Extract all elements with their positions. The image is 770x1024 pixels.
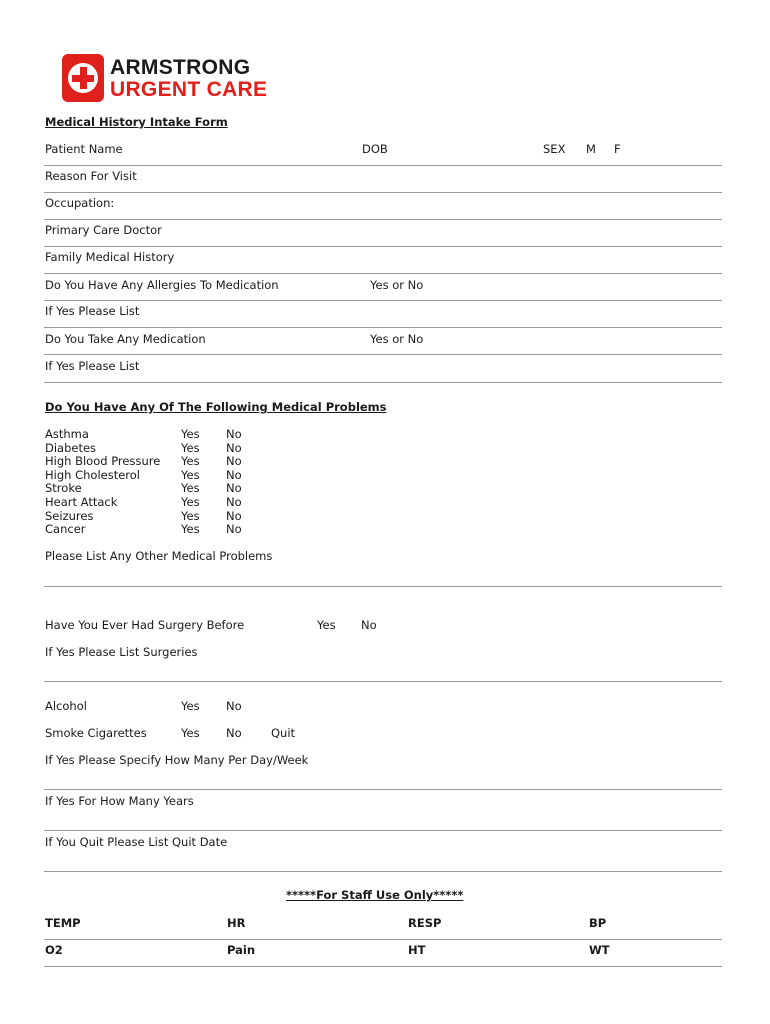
sex-option-f[interactable]: F: [614, 142, 621, 156]
staff-resp: RESP: [408, 916, 442, 930]
quit-date-label: If You Quit Please List Quit Date: [45, 835, 228, 849]
allergies-list-label: If Yes Please List: [45, 304, 140, 318]
family-history-label: Family Medical History: [45, 250, 175, 264]
medication-list-label: If Yes Please List: [45, 359, 140, 373]
smoke-yes[interactable]: Yes: [181, 726, 200, 740]
staff-pain: Pain: [227, 943, 256, 957]
problem-heart-attack-no[interactable]: No: [226, 495, 242, 509]
allergies-line[interactable]: [44, 300, 722, 301]
other-problems-label: Please List Any Other Medical Problems: [45, 549, 273, 563]
problem-heart-attack: Heart Attack: [45, 495, 118, 509]
other-problems-line[interactable]: [44, 586, 722, 587]
smoke-no[interactable]: No: [226, 726, 242, 740]
staff-hr: HR: [227, 916, 246, 930]
problem-high-cholesterol-yes[interactable]: Yes: [181, 467, 200, 482]
medication-list-line[interactable]: [44, 382, 722, 383]
quit-date-line[interactable]: [44, 871, 722, 872]
problem-cancer-yes[interactable]: Yes: [181, 522, 200, 537]
staff-heading: *****For Staff Use Only*****: [286, 888, 464, 902]
problem-stroke-yes[interactable]: Yes: [181, 481, 200, 496]
problem-diabetes-yes[interactable]: Yes: [181, 440, 200, 455]
smoke-label: Smoke Cigarettes: [45, 726, 147, 740]
alcohol-no[interactable]: No: [226, 699, 242, 713]
surgery-yes[interactable]: Yes: [317, 618, 336, 632]
occupation-label: Occupation:: [45, 196, 115, 210]
problem-stroke: Stroke: [45, 481, 82, 496]
allergies-list-line[interactable]: [44, 327, 722, 328]
patient-name-label: Patient Name: [45, 142, 123, 156]
medication-label: Do You Take Any Medication: [45, 332, 206, 346]
staff-wt: WT: [589, 943, 610, 957]
surgery-list-line[interactable]: [44, 681, 722, 682]
surgery-no[interactable]: No: [361, 618, 377, 632]
problem-high-blood-pressure-no[interactable]: No: [226, 454, 242, 469]
staff-o2: O2: [45, 943, 63, 957]
problem-cancer-no[interactable]: No: [226, 522, 242, 537]
problem-high-blood-pressure: High Blood Pressure: [45, 454, 161, 469]
problem-asthma-yes[interactable]: Yes: [181, 427, 200, 441]
staff-ht: HT: [408, 943, 426, 957]
logo-name-line1: ARMSTRONG: [110, 56, 251, 79]
surgery-question: Have You Ever Had Surgery Before: [45, 618, 245, 632]
surgery-list-label: If Yes Please List Surgeries: [45, 645, 198, 659]
problem-high-cholesterol-no[interactable]: No: [226, 467, 242, 482]
patient-info-line[interactable]: [44, 165, 722, 166]
alcohol-label: Alcohol: [45, 699, 87, 713]
problems-heading: Do You Have Any Of The Following Medical Problems: [45, 400, 387, 414]
problem-cancer: Cancer: [45, 522, 86, 537]
years-line[interactable]: [44, 830, 722, 831]
smoke-quit[interactable]: Quit: [271, 726, 296, 740]
dob-label: DOB: [362, 142, 388, 156]
allergies-label: Do You Have Any Allergies To Medication: [45, 278, 279, 292]
problem-diabetes: Diabetes: [45, 440, 97, 455]
sex-label: SEX: [543, 142, 566, 156]
per-day-label: If Yes Please Specify How Many Per Day/Week: [45, 753, 309, 767]
pcp-line[interactable]: [44, 246, 722, 247]
allergies-yes-no[interactable]: Yes or No: [370, 278, 424, 292]
staff-row1-line[interactable]: [44, 939, 722, 940]
problem-seizures-no[interactable]: No: [226, 508, 242, 523]
medication-yes-no[interactable]: Yes or No: [370, 332, 424, 346]
problem-asthma: Asthma: [45, 427, 89, 441]
problem-diabetes-no[interactable]: No: [226, 440, 242, 455]
problem-asthma-no[interactable]: No: [226, 427, 242, 441]
reason-line[interactable]: [44, 192, 722, 193]
medication-line[interactable]: [44, 354, 722, 355]
years-label: If Yes For How Many Years: [45, 794, 194, 808]
problem-heart-attack-yes[interactable]: Yes: [181, 495, 200, 509]
problem-seizures: Seizures: [45, 508, 94, 523]
problem-stroke-no[interactable]: No: [226, 481, 242, 496]
red-cross-icon: [62, 54, 104, 102]
problem-high-cholesterol: High Cholesterol: [45, 467, 140, 482]
reason-label: Reason For Visit: [45, 169, 137, 183]
occupation-line[interactable]: [44, 219, 722, 220]
staff-temp: TEMP: [45, 916, 81, 930]
per-day-line[interactable]: [44, 789, 722, 790]
logo-name-line2: URGENT CARE: [110, 78, 268, 101]
staff-row2-line[interactable]: [44, 966, 722, 967]
problem-high-blood-pressure-yes[interactable]: Yes: [181, 454, 200, 469]
staff-bp: BP: [589, 916, 607, 930]
alcohol-yes[interactable]: Yes: [181, 699, 200, 713]
sex-option-m[interactable]: M: [586, 142, 596, 156]
pcp-label: Primary Care Doctor: [45, 223, 162, 237]
problem-seizures-yes[interactable]: Yes: [181, 508, 200, 523]
family-history-line[interactable]: [44, 273, 722, 274]
form-title: Medical History Intake Form: [45, 115, 228, 129]
